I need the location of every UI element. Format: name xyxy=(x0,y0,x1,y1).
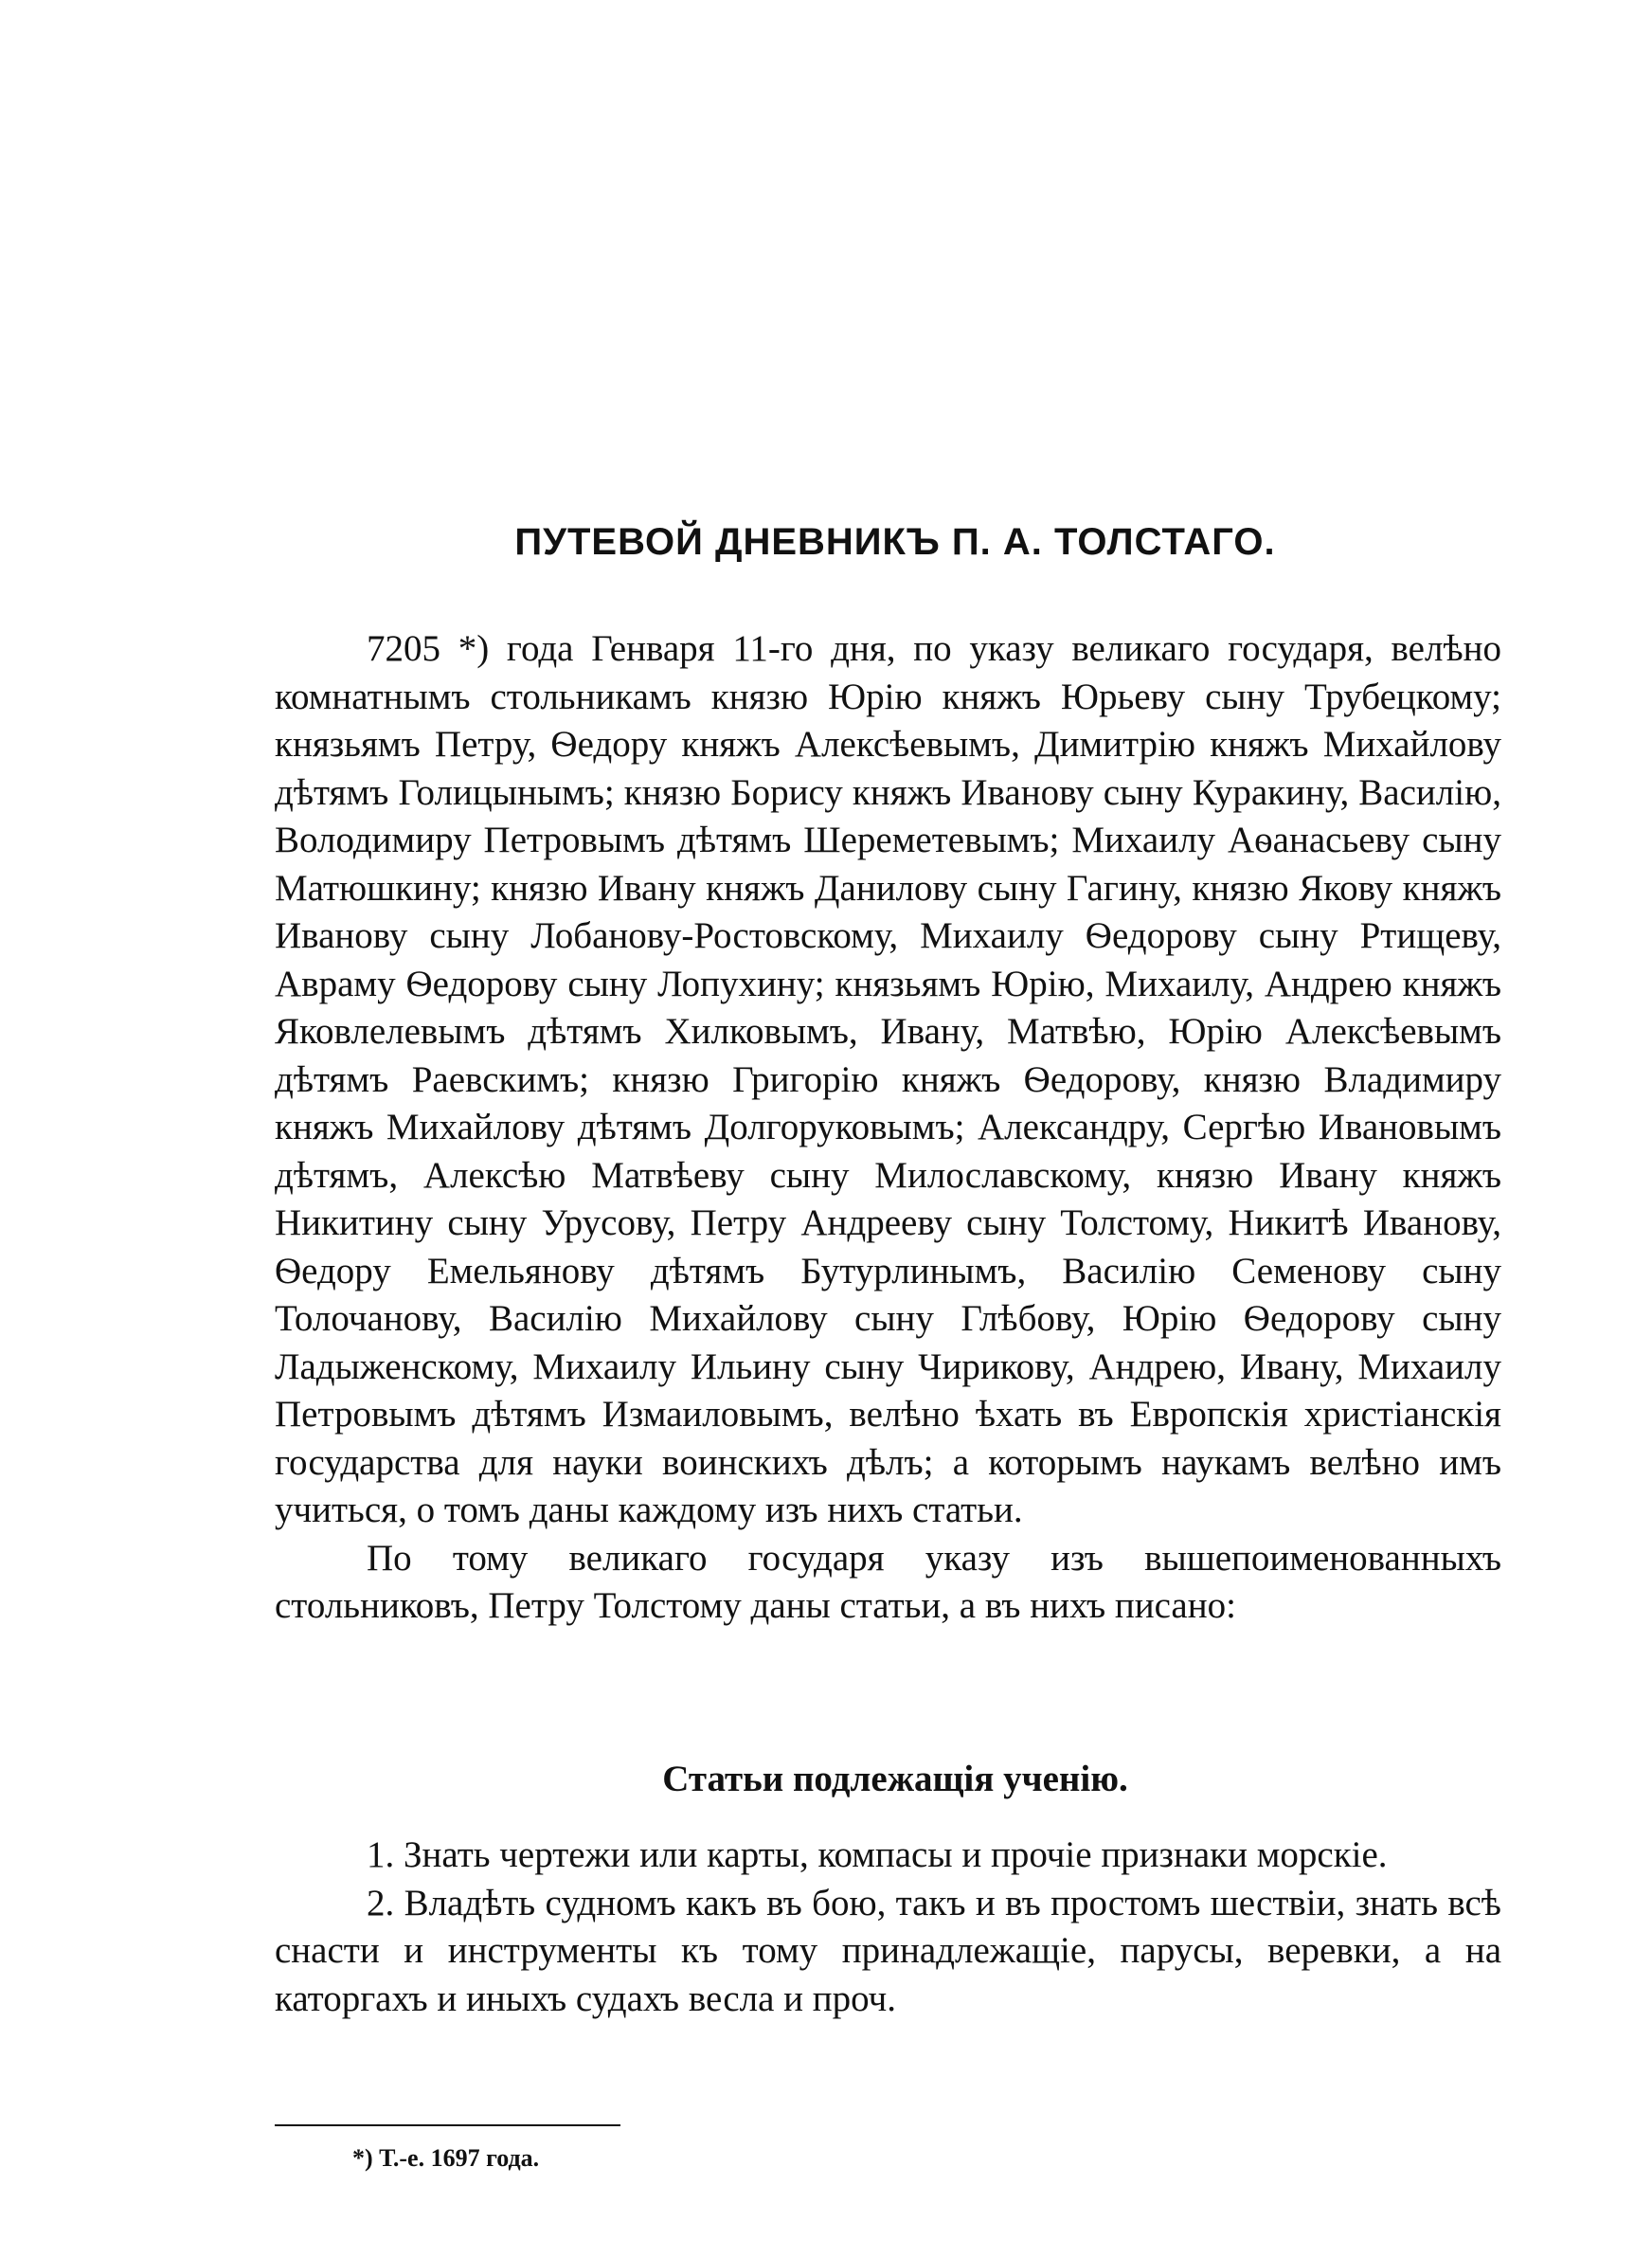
section-heading: Статьи подлежащія ученію. xyxy=(662,1759,1128,1799)
footnote: *) Т.-е. 1697 года. xyxy=(352,2144,540,2172)
articles-list xyxy=(275,1832,1501,2023)
paragraph-decree: 7205 *) года Генваря 11-го дня, по указу великаго государя, велѣно комнатнымъ стольникамъ князю Юрію княжъ Юрьеву сыну Трубецкому; князьямъ Петру, Ѳедору княжъ Алексѣевымъ, Димитрію княжъ Михайлову дѣтямъ Голицынымъ; князю Борису княжъ Иванову сыну Куракину, Василію, Володимиру Петровымъ дѣтямъ Шереметевымъ; Михаилу Аѳанасьеву сыну Матюшкину; князю Ивану княжъ Данилову сыну Гагину, князю Якову княжъ Иванову сыну Лобанову-Ростовскому, Михаилу Ѳедорову сыну Ртищеву, Авраму Ѳедорову сыну Лопухину; князьямъ Юрію, Михаилу, Андрею княжъ Яковлелевымъ дѣтямъ Хилковымъ, Ивану, Матвѣю, Юрію Алексѣевымъ дѣтямъ Раевскимъ; князю Григорію княжъ Ѳедорову, князю Владимиру княжъ Михайлову дѣтямъ Долгоруковымъ; Александру, Сергѣю Ивановымъ дѣтямъ, Алексѣю Матвѣеву сыну Милославскому, князю Ивану княжъ Никитину сыну Урусову, Петру Андрееву сыну Толстому, Никитѣ Иванову, Ѳедору Емельянову дѣтямъ Бутурлинымъ, Василію Семенову сыну Толочанову, Василію Михайлову сыну Глѣбову, Юрію Ѳедорову сыну Ладыженскому, Михаилу Ильину сыну Чирикову, Андрею, Ивану, Михаилу Петровымъ дѣтямъ Измаиловымъ, велѣно ѣхать въ Европскія христіанскія государства для науки воинскихъ дѣлъ; а которымъ наукамъ велѣно имъ учиться, о томъ даны каждому изъ нихъ статьи. xyxy=(275,628,1501,1530)
article-item: 1. Знать чертежи или карты, компасы и прочіе признаки морскіе. xyxy=(367,1834,1388,1875)
paragraph-tolstoy-articles: По тому великаго государя указу изъ вышепоименованныхъ стольниковъ, Петру Толстому даны статьи, а въ нихъ писано: xyxy=(275,1537,1501,1626)
footnote-divider xyxy=(275,2124,620,2126)
article-item: 2. Владѣть судномъ какъ въ бою, такъ и въ простомъ шествіи, знать всѣ снасти и инструменты къ тому принадлежащіе, парусы, веревки, а на каторгахъ и иныхъ судахъ весла и проч. xyxy=(275,1882,1501,2019)
main-text xyxy=(275,625,1501,1631)
page-title: ПУТЕВОЙ ДНЕВНИКЪ П. А. ТОЛСТАГО. xyxy=(514,521,1276,563)
